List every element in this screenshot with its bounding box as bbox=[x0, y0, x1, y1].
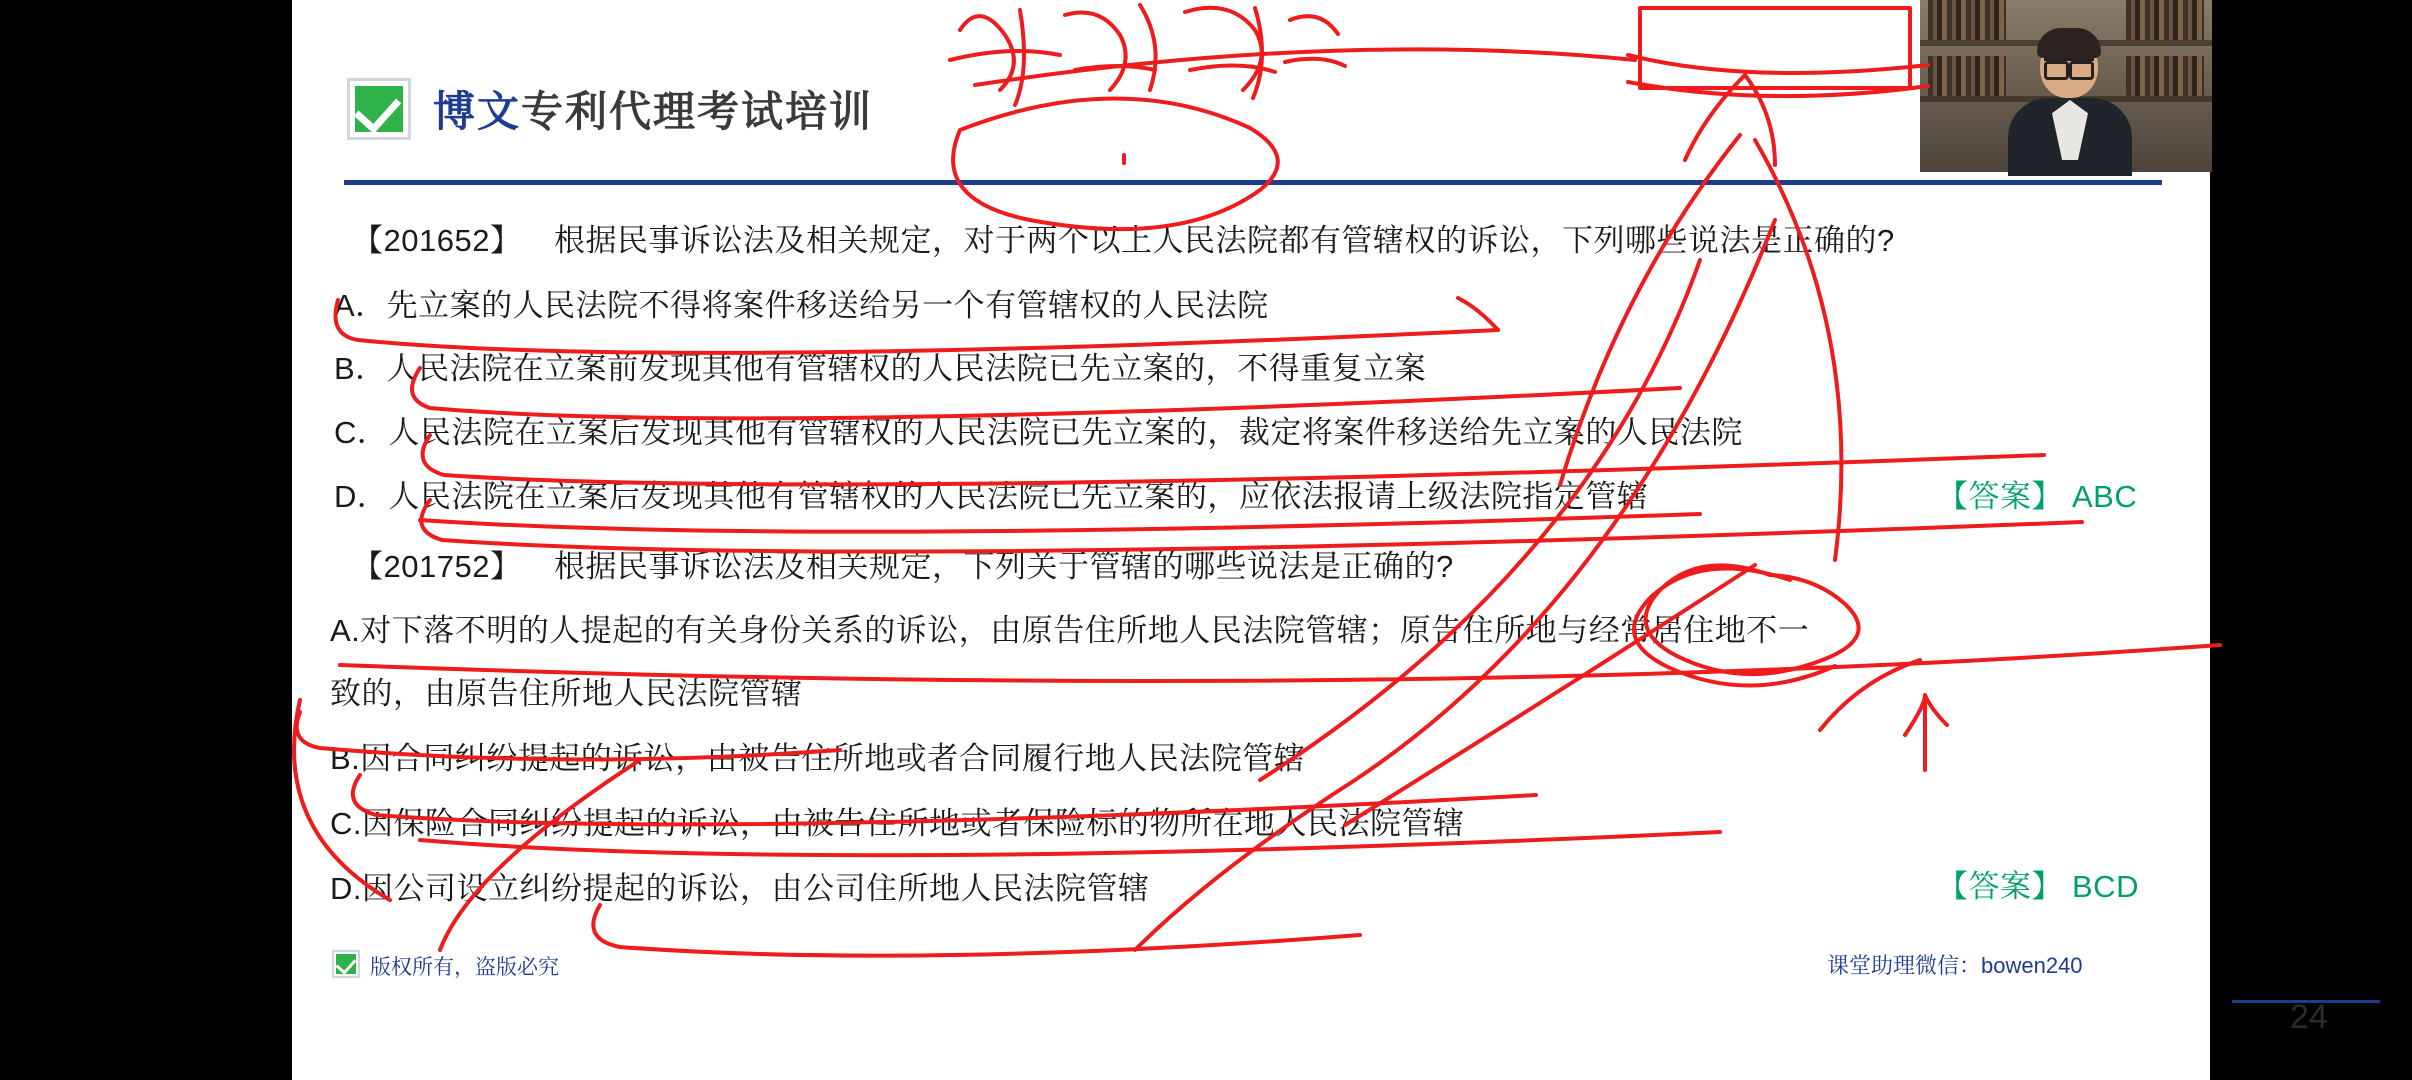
question-2-answer-label: 【答案】 bbox=[1937, 869, 2063, 904]
green-check-icon bbox=[347, 78, 411, 140]
brand-header bbox=[347, 78, 873, 140]
question-1-number: 【201652】 bbox=[352, 223, 522, 258]
books bbox=[1928, 0, 2006, 40]
question-2-option-d: D.因公司设立纠纷提起的诉讼，由公司住所地人民法院管辖 bbox=[330, 871, 1150, 906]
question-2-stem: 根据民事诉讼法及相关规定，下列关于管辖的哪些说法是正确的? bbox=[554, 549, 1454, 584]
question-1-stem: 根据民事诉讼法及相关规定，对于两个以上人民法院都有管辖权的诉讼，下列哪些说法是正确的? bbox=[554, 223, 1895, 258]
presenter-video[interactable] bbox=[1920, 0, 2212, 172]
question-2-option-a-cont: 致的，由原告住所地人民法院管辖 bbox=[330, 676, 803, 711]
question-1-option-a: A．先立案的人民法院不得将案件移送给另一个有管辖权的人民法院 bbox=[334, 288, 1269, 323]
books bbox=[2126, 56, 2204, 96]
books bbox=[1928, 56, 2006, 96]
assistant-wechat: 课堂助理微信：bowen240 bbox=[1827, 953, 2083, 978]
copyright-check-icon bbox=[332, 950, 360, 978]
question-1-option-b: B．人民法院在立案前发现其他有管辖权的人民法院已先立案的，不得重复立案 bbox=[334, 351, 1427, 386]
page-number: 24 bbox=[2290, 998, 2328, 1036]
question-2-option-a: A.对下落不明的人提起的有关身份关系的诉讼，由原告住所地人民法院管辖；原告住所地与经常居住地不一 bbox=[330, 613, 1810, 648]
brand-title-highlight: 博文 bbox=[433, 88, 522, 135]
brand-title-rest: 专利代理考试培训 bbox=[521, 88, 874, 135]
question-1-answer-value: ABC bbox=[2072, 479, 2138, 514]
question-2-answer-value: BCD bbox=[2072, 869, 2139, 904]
question-2-option-c: C.因保险合同纠纷提起的诉讼，由被告住所地或者保险标的物所在地人民法院管辖 bbox=[330, 806, 1465, 841]
page-title bbox=[433, 79, 873, 139]
header-divider bbox=[344, 180, 2162, 185]
question-1-option-c: C．人民法院在立案后发现其他有管辖权的人民法院已先立案的，裁定将案件移送给先立案的人民法院 bbox=[334, 415, 1743, 450]
copyright-text: 版权所有，盗版必究 bbox=[370, 956, 559, 979]
presenter-glasses bbox=[2044, 58, 2094, 75]
question-2-number: 【201752】 bbox=[352, 549, 522, 584]
question-1-option-d: D．人民法院在立案后发现其他有管辖权的人民法院已先立案的，应依法报请上级法院指定管辖 bbox=[334, 479, 1649, 514]
question-2-option-b: B.因合同纠纷提起的诉讼，由被告住所地或者合同履行地人民法院管辖 bbox=[330, 741, 1306, 776]
presenter-hair bbox=[2037, 28, 2101, 58]
books bbox=[2126, 0, 2204, 40]
question-1-answer-label: 【答案】 bbox=[1937, 479, 2063, 514]
